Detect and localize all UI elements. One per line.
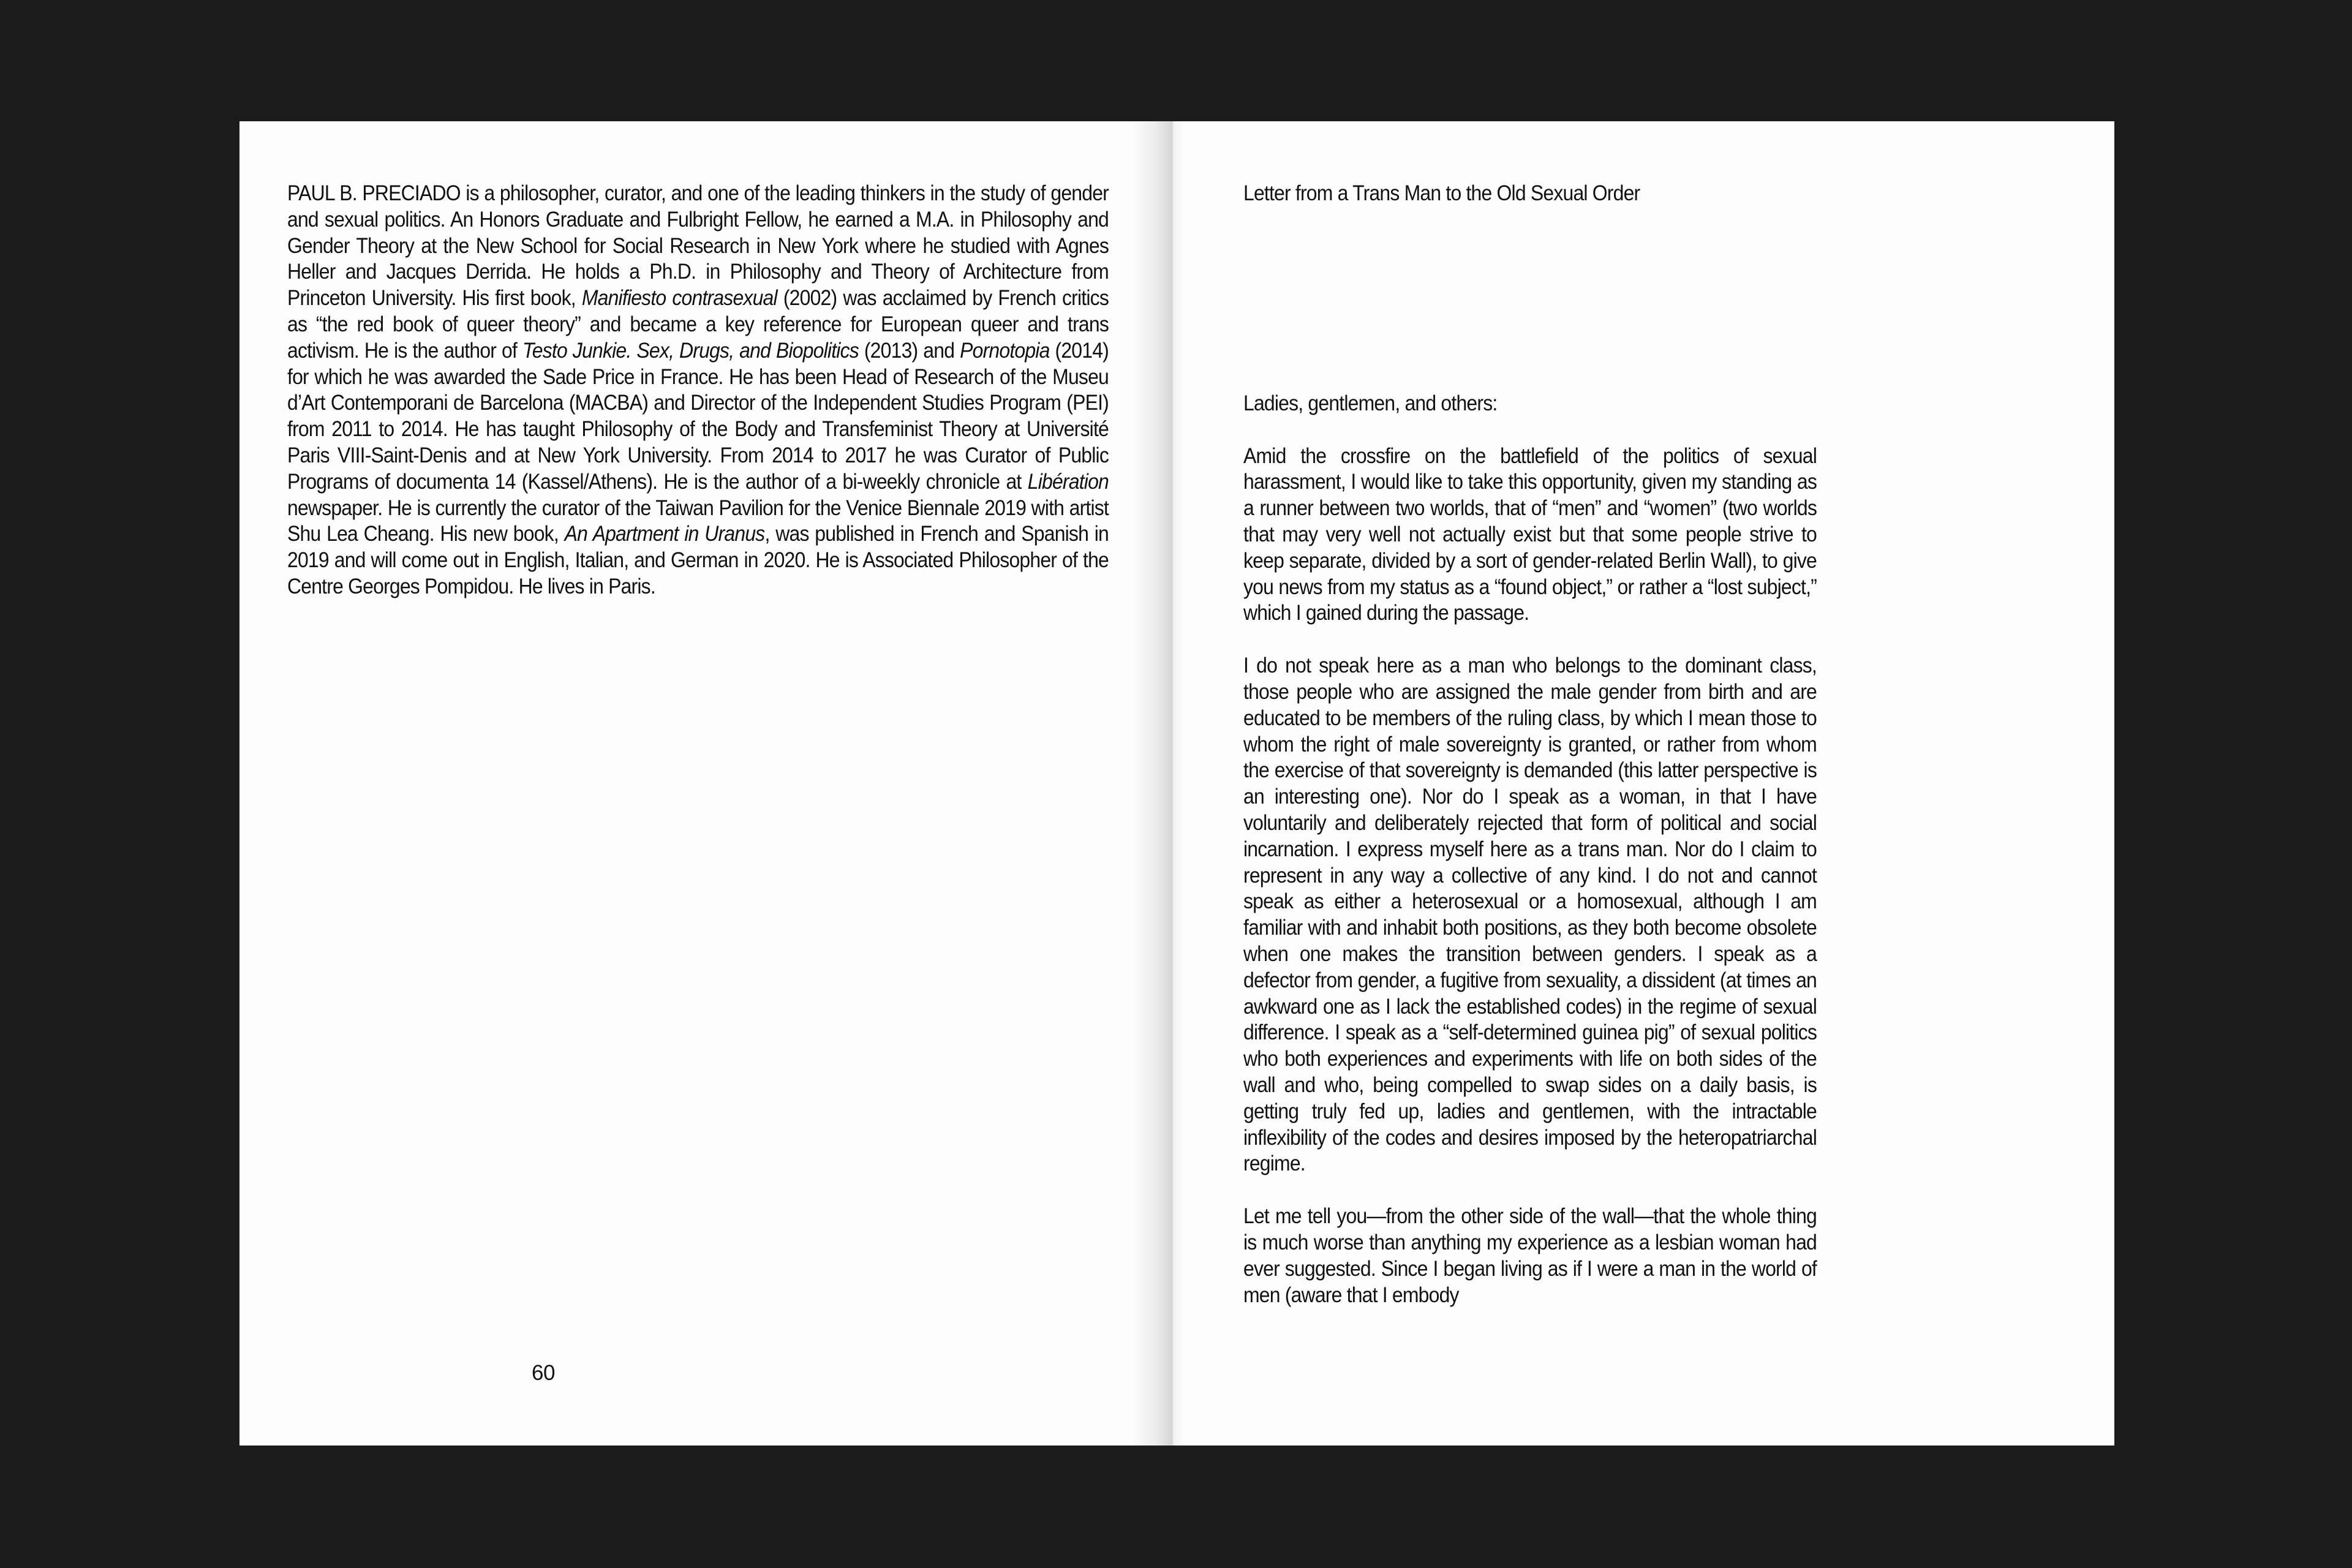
letter-text: [1243, 180, 1817, 1308]
running-title: Letter from a Trans Man to the Old Sexual Order: [1243, 181, 1640, 205]
bio-text: newspaper. He is currently the curator of the Taiwan Pavilion for the Venice Biennale 2019 with artist Shu Lea Cheang. His new book,: [287, 495, 1109, 546]
letter-paragraph: Let me tell you—from the other side of the wall—that the whole thing is much worse than anything my experience as a lesbian woman had ever suggested. Since I began living as if I were a man in the world of men (aware that I embody: [1243, 1204, 1817, 1307]
bio-text: , was published in French and Spanish in 2019 and will come out in English, Italian, and German in 2020. He is Associated Philosopher of the Centre Georges Pompidou. He lives in Paris.: [287, 521, 1109, 598]
salutation: Ladies, gentlemen, and others:: [1243, 390, 1498, 415]
letter-paragraph: Amid the crossfire on the battlefield of the politics of sexual harassment, I would like to take this opportunity, given my standing as a runner between two worlds, that of “men” and “women” (two worlds that may very well not actually exist but that some people strive to keep separate, divided by a sort of gender-related Berlin Wall), to give you news from my status as a “found object,” or rather a “lost subject,” which I gained during the passage.: [1243, 443, 1817, 625]
letter-paragraph: I do not speak here as a man who belongs to the dominant class, those people who are assigned the male gender from birth and are educated to be members of the ruling class, by which I mean those to whom the right of male sovereignty is granted, or rather from whom the exercise of that sovereignty is demanded (this latter perspective is an interesting one). Nor do I speak as a woman, in that I have voluntarily and deliberately rejected that form of political and social incarnation. I express myself here as a trans man. Nor do I claim to represent in any way a collective of any kind. I do not and cannot speak as either a heterosexual or a homosexual, although I am familiar with and inhabit both positions, as they both become obsolete when one makes the transition between genders. I speak as a defector from gender, a fugitive from sexuality, a dissident (at times an awkward one as I lack the established codes) in the regime of sexual difference. I speak as a “self-determined guinea pig” of sexual politics who both experiences and experiments with life on both sides of the wall and who, being compelled to swap sides on a daily basis, is getting truly fed up, ladies and gentlemen, with the intractable inflexibility of the codes and desires imposed by the heteropatriarchal regime.: [1243, 653, 1817, 1176]
bio-text: PAUL B. PRECIADO is a philosopher, curator, and one of the leading thinkers in the study of gender and sexual politics. An Honors Graduate and Fulbright Fellow, he earned a M.A. in Philosophy and Gender Theory at the New School for Social Research in New York where he studied with Agnes Heller and Jacques Derrida. He holds a Ph.D. in Philosophy and Theory of Architecture from Princeton University. His first book,: [287, 181, 1109, 311]
book-title-apartment-uranus: An Apartment in Uranus: [564, 521, 765, 546]
author-bio: [287, 180, 1109, 600]
left-page: [239, 121, 1173, 1446]
newspaper-liberation: Libération: [1027, 469, 1109, 494]
bio-paragraph: [287, 180, 1109, 600]
book-title-pornotopia: Pornotopia: [960, 337, 1050, 363]
bio-text: (2002) was acclaimed by French critics as “the red book of queer theory” and became a key reference for European queer and trans activism. He is the author of: [287, 285, 1109, 363]
page-number: 60: [532, 1361, 555, 1385]
book-title-testo-junkie: Testo Junkie. Sex, Drugs, and Biopolitics: [522, 337, 859, 363]
book-spread: [239, 121, 2114, 1446]
book-title-manifiesto: Manifiesto contrasexual: [581, 285, 777, 311]
right-page: [1173, 121, 2114, 1446]
bio-text: (2014) for which he was awarded the Sade Price in France. He has been Head of Research of the Museu d’Art Contemporani de Barcelona (MACBA) and Director of the Independent Studies Program (PEI) from 2011 to 2014. He has taught Philosophy of the Body and Transfeminist Theory at Université Paris VIII-Saint-Denis and at New York University. From 2014 to 2017 he was Curator of Public Programs of documenta 14 (Kassel/Athens). He is the author of a bi-weekly chronicle at: [287, 337, 1109, 494]
bio-text: (2013) and: [858, 337, 960, 363]
